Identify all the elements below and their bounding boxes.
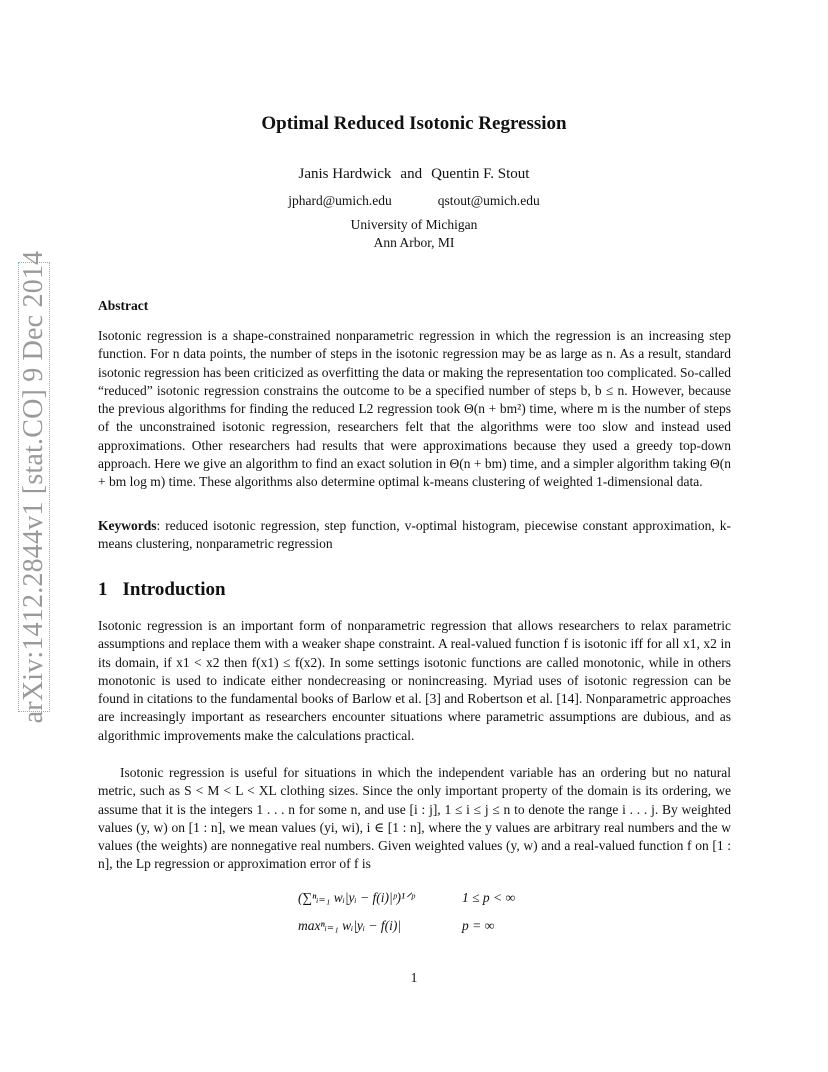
author-and: and <box>400 166 423 182</box>
page-number: 1 <box>410 970 418 985</box>
email-second: qstout@umich.edu <box>437 193 540 208</box>
keywords <box>98 517 731 554</box>
intro-paragraph-2: Isotonic regression is useful for situations in which the independent variable has an ordering but no natural metric, such as S < M < L < XL clothing sizes. Since the only important property of the domain is its ordering, we assume that it is the integers 1 . . . n for some n, and use [i : j], 1 ≤ i ≤ j ≤ n to denote the range i . . . j. By weighted values (y, w) on [1 : n], we mean values (yi, wi), i ∈ [1 : n], where the y values are arbitrary real numbers and the w values (the weights) are nonnegative real numbers. Given weighted values (y, w) and a real-valued function f on [1 : n], the Lp regression or approximation error of f is <box>98 765 731 872</box>
email-line <box>0 193 828 209</box>
intro-paragraph-1: Isotonic regression is an important form of nonparametric regression that allows researchers to relax parametric assumptions and replace them with a weaker shape constraint. A real-valued function f is isotonic iff for all x1, x2 in its domain, if x1 < x2 then f(x1) ≤ f(x2). In some settings isotonic functions are called monotonic, while in others monotonic is used to indicate either nondecreasing or nonincreasing. Myriad uses of isotonic regression can be found in citations to the fundamental books of Barlow et al. [3] and Robertson et al. [14]. Nonparametric approaches are increasingly important as researchers encounter situations where parametric assumptions are dubious, and as algorithmic improvements make the calculations practical. <box>98 618 731 743</box>
affiliation-line-1: University of Michigan <box>350 217 478 232</box>
affiliation-line-2: Ann Arbor, MI <box>373 234 455 250</box>
keywords-text: : reduced isotonic regression, step function, v-optimal histogram, piecewise constant approximation, k-means clustering, nonparametric regression <box>98 518 731 552</box>
section-heading <box>98 579 226 601</box>
formula-lp-expression: (∑ⁿᵢ₌₁ wᵢ|yᵢ − f(i)|ᵖ)¹ᐟᵖ <box>298 890 415 905</box>
abstract-heading: Abstract <box>98 298 149 313</box>
keywords-label: Keywords <box>98 518 157 533</box>
author-second: Quentin F. Stout <box>431 166 530 182</box>
formula-linf-condition: p = ∞ <box>462 918 495 933</box>
formula-lp-condition: 1 ≤ p < ∞ <box>462 890 516 905</box>
formula-linf-expression: maxⁿᵢ₌₁ wᵢ|yᵢ − f(i)| <box>298 918 402 933</box>
arxiv-stamp <box>18 250 50 724</box>
paper-title: Optimal Reduced Isotonic Regression <box>261 113 567 134</box>
abstract-body: Isotonic regression is a shape-constrained nonparametric regression in which the regression is an increasing step function. For n data points, the number of steps in the isotonic regression may be as large as n. As a result, standard isotonic regression has been criticized as overfitting the data or making the representation too complicated. So-called “reduced” isotonic regression constrains the outcome to be a specified number of steps b, b ≤ n. However, because the previous algorithms for finding the reduced L2 regression took Θ(n + bm²) time, where m is the number of steps of the unconstrained isotonic regression, researchers felt that the algorithms were too slow and instead used approximations. Other researchers had results that were approximations because they used a greedy top-down approach. Here we give an algorithm to find an exact solution in Θ(n + bm) time, and a simpler algorithm taking Θ(n + bm log m) time. These algorithms also determine optimal k-means clustering of weighted 1-dimensional data. <box>98 328 731 490</box>
author-line <box>0 166 828 183</box>
section-title: Introduction <box>122 579 226 600</box>
section-number: 1 <box>98 579 108 600</box>
arxiv-stamp-text: arXiv:1412.2844v1 [stat.CO] 9 Dec 2014 <box>18 250 49 724</box>
email-first: jphard@umich.edu <box>288 193 392 208</box>
affiliation <box>0 216 828 251</box>
author-first: Janis Hardwick <box>298 166 392 182</box>
